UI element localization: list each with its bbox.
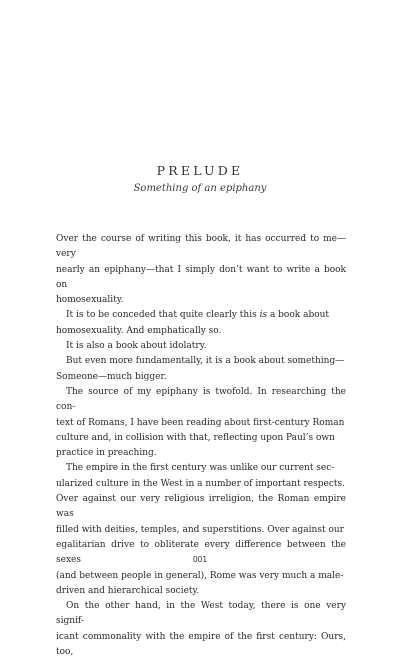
paragraph: The empire in the first century was unlike our current sec- ularized culture in the West in a number of important respects. Over against our very religious irreligion, the Roman empire was filled with deities, temples, and superstitions. Over against our egalitarian drive to obliterate every difference between the sexes (and between people in general), Rome was very much a male- driven and hierarchical society. (56, 463, 346, 596)
paragraph: It is also a book about idolatry. (66, 341, 207, 352)
paragraph: But even more fundamentally, it is a book about something— Someone—much bigger. (56, 356, 345, 382)
paragraph: Over the course of writing this book, it has occurred to me—very nearly an epiphany—that I simply don’t want to write a book on homosexuality. (56, 234, 346, 306)
paragraph: The source of my epiphany is twofold. In researching the con- text of Romans, I have been reading about first-century Roman culture and, in collision with that, reflecting upon Paul’s own practice in preaching. (56, 386, 346, 459)
chapter-subtitle: Something of an epiphany (133, 183, 267, 194)
paragraph: On the other hand, in the West today, there is one very signif- icant commonality with the empire of the first century: Ours, too, (56, 601, 346, 658)
body-text (56, 232, 346, 660)
chapter-title: PRELUDE (156, 163, 244, 178)
emphasis: is (259, 310, 268, 321)
paragraph: It is to be conceded that quite clearly this is a book about homosexuality. And emphatically so. (56, 310, 330, 336)
page-number: 001 (192, 555, 208, 564)
